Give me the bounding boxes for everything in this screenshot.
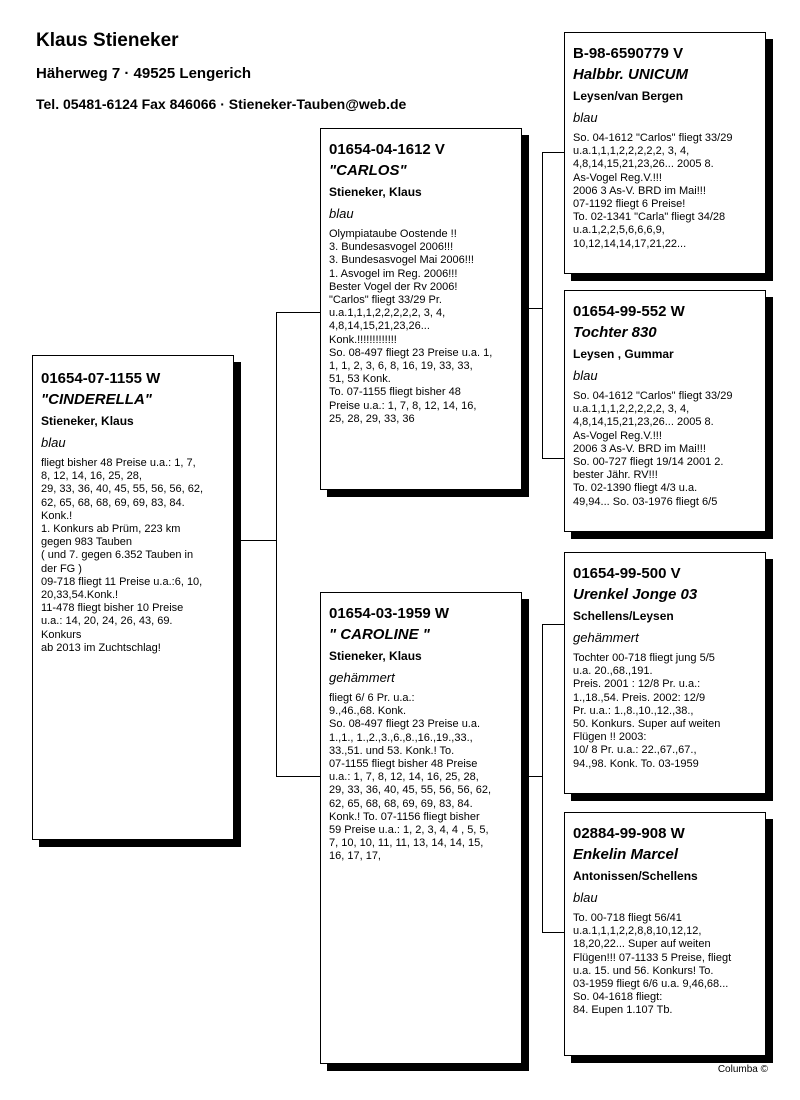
ring-number: B-98-6590779 V bbox=[573, 45, 684, 62]
breeder-name: Klaus Stieneker bbox=[36, 30, 179, 51]
pigeon-name: "CINDERELLA" bbox=[41, 391, 152, 408]
pigeon-color: blau bbox=[573, 890, 598, 905]
connector-line bbox=[234, 540, 276, 541]
pigeon-name: Urenkel Jonge 03 bbox=[573, 586, 698, 603]
ring-number: 01654-99-552 W bbox=[573, 303, 685, 320]
connector-line bbox=[542, 152, 543, 458]
connector-line bbox=[542, 624, 564, 625]
breeder: Stieneker, Klaus bbox=[329, 649, 422, 663]
pigeon-name: Tochter 830 bbox=[573, 324, 657, 341]
connector-line bbox=[276, 312, 320, 313]
performance-notes: Tochter 00-718 fliegt jung 5/5 u.a. 20.,68.,191. Preis. 2001 : 12/8 Pr. u.a.: 1.,18.,54. Preis. 2002: 12/9 Pr. u.a.: 1.,8.,10.,12.,38., 50. Konkurs. Super auf weiten Flügen !! 2003: 10/ 8 Pr. u.a.: 22.,67.,67., 94.,98. Konk. To. 03-1959 bbox=[573, 652, 721, 770]
pigeon-card-dam bbox=[320, 592, 522, 1064]
breeder: Leysen/van Bergen bbox=[573, 89, 684, 103]
pigeon-color: blau bbox=[329, 206, 354, 221]
footer-copyright: Columba © bbox=[717, 1064, 768, 1075]
pigeon-color: gehämmert bbox=[573, 630, 639, 645]
pigeon-name: Enkelin Marcel bbox=[573, 846, 679, 863]
ring-number: 01654-03-1959 W bbox=[329, 605, 450, 622]
breeder: Schellens/Leysen bbox=[573, 609, 674, 623]
connector-line bbox=[542, 624, 543, 932]
pigeon-color: gehämmert bbox=[329, 670, 395, 685]
breeder: Antonissen/Schellens bbox=[573, 869, 698, 883]
breeder-address: Häherweg 7 · 49525 Lengerich bbox=[36, 65, 252, 82]
pigeon-card-subject bbox=[32, 355, 234, 840]
pigeon-card-dam-sire bbox=[564, 552, 766, 794]
pigeon-name: Halbbr. UNICUM bbox=[573, 66, 689, 83]
performance-notes: So. 04-1612 "Carlos" fliegt 33/29 u.a.1,1,1,2,2,2,2,2, 3, 4, 4,8,14,15,21,23,26... 2005 8. As-Vogel Reg.V.!!! 2006 3 As-V. BRD im Mai!!! 07-1192 fliegt 6 Preise! To. 02-1341 "Carla" fliegt 34/28 u.a.1,2,2,5,6,6,6,9, 10,12,14,14,17,21,22... bbox=[573, 132, 733, 250]
connector-line bbox=[542, 152, 564, 153]
performance-notes: fliegt 6/ 6 Pr. u.a.: 9.,46.,68. Konk. So. 08-497 fliegt 23 Preise u.a. 1.,1., 1.,2.,3.,6.,8.,16.,19.,33., 33.,51. und 53. Konk.! To. 07-1155 fliegt bisher 48 Preise u.a.: 1, 7, 8, 12, 14, 16, 25, 28, 29, 33, 36, 40, 45, 55, 56, 56, 62, 62, 65, 68, 68, 69, 69, 83, 84. Konk.! To. 07-1156 fliegt bisher 59 Preise u.a.: 1, 2, 3, 4, 4 , 5, 5, 7, 10, 10, 11, 11, 13, 14, 14, 15, 16, 17, 17, bbox=[329, 692, 492, 863]
pigeon-color: blau bbox=[573, 110, 598, 125]
breeder: Stieneker, Klaus bbox=[329, 185, 422, 199]
breeder-contact: Tel. 05481-6124 Fax 846066 · Stieneker-Tauben@web.de bbox=[36, 96, 407, 112]
breeder: Stieneker, Klaus bbox=[41, 414, 134, 428]
breeder: Leysen , Gummar bbox=[573, 347, 674, 361]
performance-notes: To. 00-718 fliegt 56/41 u.a.1,1,1,2,2,8,8,10,12,12, 18,20,22... Super auf weiten Flügen!!! 07-1133 5 Preise, fliegt u.a. 15. und 56. Konkurs! To. 03-1959 fliegt 6/6 u.a. 9,46,68... So. 04-1618 fliegt: 84. Eupen 1.107 Tb. bbox=[573, 912, 732, 1017]
connector-line bbox=[522, 776, 542, 777]
pigeon-color: blau bbox=[41, 435, 66, 450]
pigeon-card-sire-sire bbox=[564, 32, 766, 274]
ring-number: 02884-99-908 W bbox=[573, 825, 685, 842]
connector-line bbox=[542, 932, 564, 933]
connector-line bbox=[276, 312, 277, 776]
pigeon-card-sire bbox=[320, 128, 522, 490]
ring-number: 01654-04-1612 V bbox=[329, 141, 445, 158]
connector-line bbox=[542, 458, 564, 459]
performance-notes: So. 04-1612 "Carlos" fliegt 33/29 u.a.1,1,1,2,2,2,2,2, 3, 4, 4,8,14,15,21,23,26... 2005 8. As-Vogel Reg.V.!!! 2006 3 As-V. BRD im Mai!!! So. 00-727 fliegt 19/14 2001 2. bester Jähr. RV!!! To. 02-1390 fliegt 4/3 u.a. 49,94... So. 03-1976 fliegt 6/5 bbox=[573, 390, 733, 508]
ring-number: 01654-99-500 V bbox=[573, 565, 681, 582]
connector-line bbox=[522, 308, 542, 309]
performance-notes: Olympiataube Oostende !! 3. Bundesasvogel 2006!!! 3. Bundesasvogel Mai 2006!!! 1. Asvogel im Reg. 2006!!! Bester Vogel der Rv 2006! "Carlos" fliegt 33/29 Pr. u.a.1,1,1,2,2,2,2,2, 3, 4, 4,8,14,15,21,23,26... Konk.!!!!!!!!!!!!! So. 08-497 fliegt 23 Preise u.a. 1, 1, 1, 2, 3, 6, 8, 16, 19, 33, 33, 51, 53 Konk. To. 07-1155 fliegt bisher 48 Preise u.a.: 1, 7, 8, 12, 14, 16, 25, 28, 29, 33, 36 bbox=[329, 228, 493, 425]
connector-line bbox=[276, 776, 320, 777]
pigeon-card-dam-dam bbox=[564, 812, 766, 1056]
pigeon-color: blau bbox=[573, 368, 598, 383]
pigeon-card-sire-dam bbox=[564, 290, 766, 532]
pigeon-name: " CAROLINE " bbox=[329, 626, 430, 643]
pigeon-name: "CARLOS" bbox=[329, 162, 407, 179]
performance-notes: fliegt bisher 48 Preise u.a.: 1, 7, 8, 12, 14, 16, 25, 28, 29, 33, 36, 40, 45, 55, 56, 56, 62, 62, 65, 68, 68, 69, 69, 83, 84. Konk.! 1. Konkurs ab Prüm, 223 km gegen 983 Tauben ( und 7. gegen 6.352 Tauben in der FG ) 09-718 fliegt 11 Preise u.a.:6, 10, 20,33,54.Konk.! 11-478 fliegt bisher 10 Preise u.a.: 14, 20, 24, 26, 43, 69. Konkurs ab 2013 im Zuchtschlag! bbox=[41, 457, 204, 654]
ring-number: 01654-07-1155 W bbox=[41, 370, 161, 387]
